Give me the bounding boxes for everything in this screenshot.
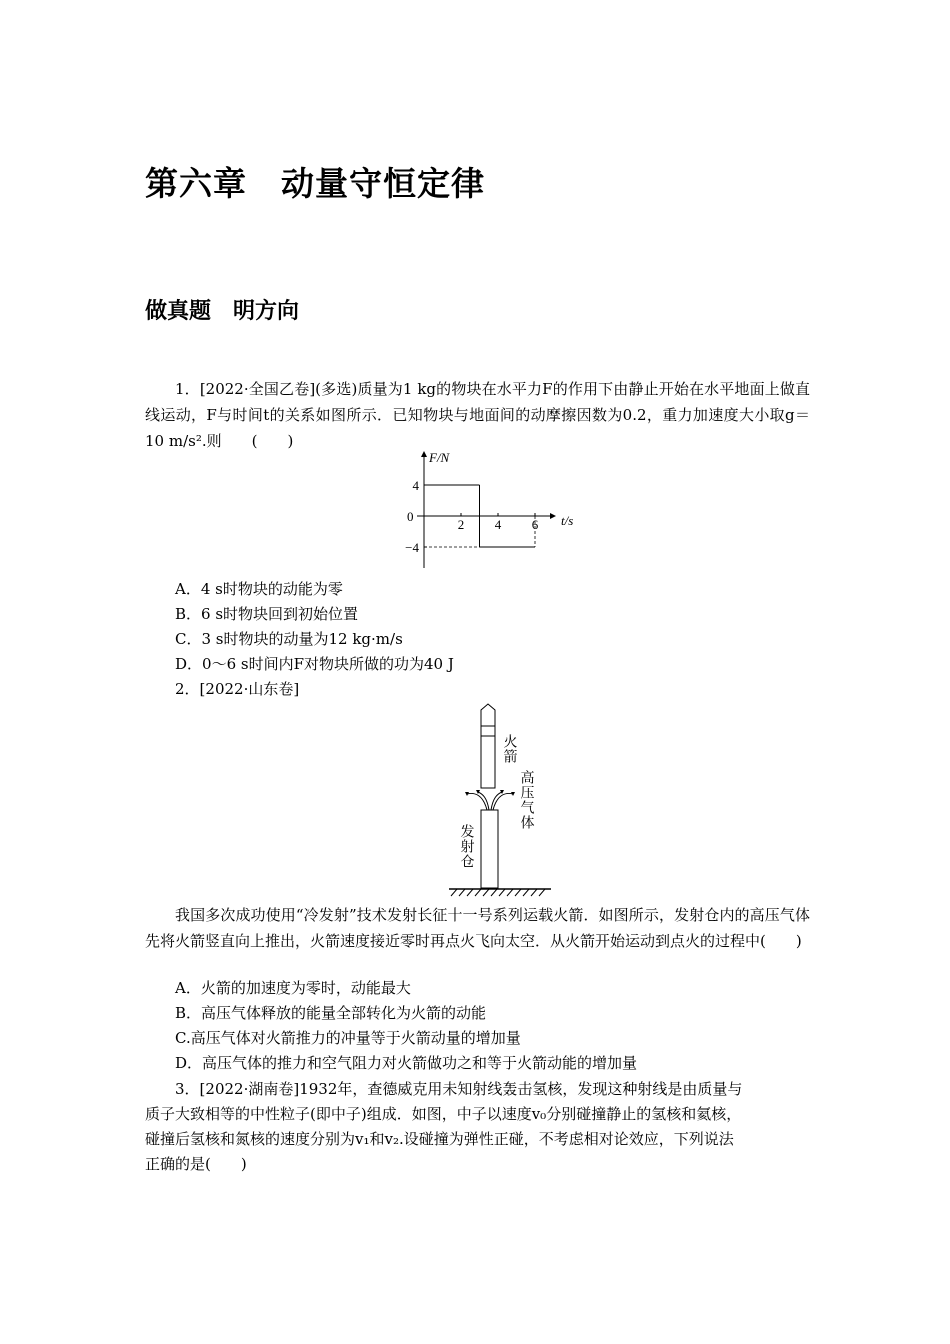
force-time-graph [395, 448, 595, 573]
y-tick-label: −4 [405, 540, 419, 555]
chapter-title: 第六章 动量守恒定律 [145, 164, 485, 203]
q2-option-d: D．高压气体的推力和空气阻力对火箭做功之和等于火箭动能的增加量 [175, 1054, 638, 1072]
label-rocket: 火箭 [501, 734, 517, 764]
y-axis-label: F/N [429, 450, 450, 465]
label-launch-silo: 发射仓 [458, 824, 474, 869]
q1-option-d: D．0～6 s时间内F对物块所做的功为40 J [175, 655, 454, 673]
q2-option-a: A．火箭的加速度为零时，动能最大 [175, 979, 411, 997]
rocket-body [481, 736, 495, 788]
question-2-text: 我国多次成功使用“冷发射”技术发射长征十一号系列运载火箭．如图所示，发射仓内的高压气体先将火箭竖直向上推出，火箭速度接近零时再点火飞向太空．从火箭开始运动到点火的过程中( ) [145, 906, 810, 950]
x-axis-label: t/s [561, 513, 574, 528]
question-3-line-4: 正确的是( ) [145, 1155, 247, 1173]
q1-option-b: B．6 s时物块回到初始位置 [175, 605, 359, 623]
rocket-nose [481, 704, 495, 726]
rocket-upper [481, 726, 495, 736]
section-title: 做真题 明方向 [145, 299, 300, 324]
origin-label: 0 [407, 509, 414, 524]
x-tick-label: 2 [457, 517, 465, 532]
q1-option-c: C．3 s时物块的动量为12 kg·m/s [175, 630, 403, 648]
q2-option-b: B．高压气体释放的能量全部转化为火箭的动能 [175, 1004, 487, 1022]
y-tick-label: 4 [412, 478, 419, 493]
q1-option-a: A．4 s时物块的动能为零 [175, 580, 343, 598]
x-tick-label: 4 [494, 517, 502, 532]
question-3-line-1: 3．[2022·湖南卷]1932年，查德威克用未知射线轰击氢核，发现这种射线是由质量与 [175, 1080, 743, 1098]
question-1-text: 1．[2022·全国乙卷](多选)质量为1 kg的物块在水平力F的作用下由静止开始在水平地面上做直线运动，F与时间t的关系如图所示．已知物块与地面间的动摩擦因数为0.2，重力加速度大小取g＝10 m/s².则 ( ) [145, 380, 810, 450]
question-2-header: 2．[2022·山东卷] [175, 680, 300, 698]
launch-silo [481, 810, 498, 888]
x-tick-label: 6 [531, 517, 539, 532]
question-3-line-2: 质子大致相等的中性粒子(即中子)组成．如图，中子以速度v₀分别碰撞静止的氢核和氦核， [145, 1105, 742, 1123]
question-3-line-3: 碰撞后氢核和氮核的速度分别为v₁和v₂.设碰撞为弹性正碰，不考虑相对论效应，下列说法 [145, 1130, 734, 1148]
ground-hatching [451, 889, 545, 896]
q2-option-c: C.高压气体对火箭推力的冲量等于火箭动量的增加量 [175, 1029, 521, 1047]
rocket-launch-figure [445, 700, 555, 900]
gas-arrows [467, 792, 513, 810]
label-high-pressure-gas: 高压气体 [518, 770, 534, 830]
